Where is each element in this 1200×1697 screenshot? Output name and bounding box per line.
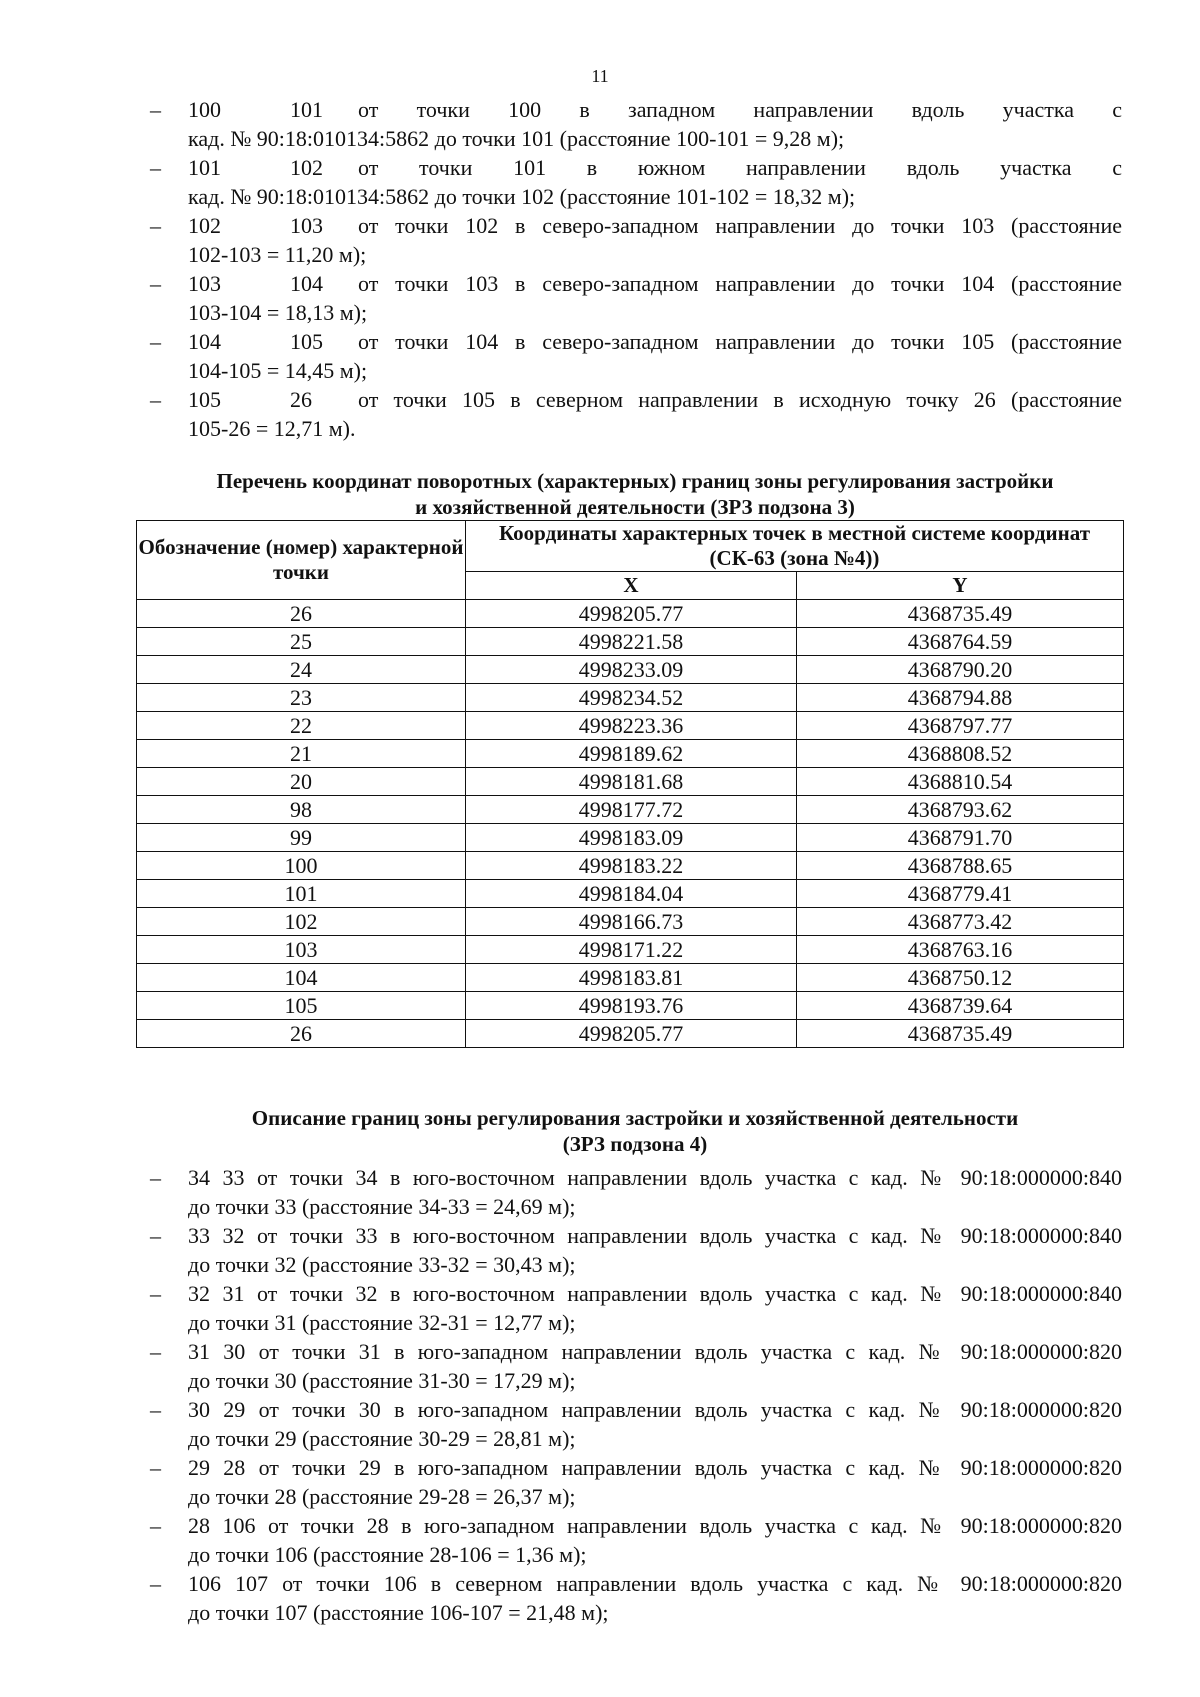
list-marker: – [150,271,161,296]
boundary-item [150,211,1122,269]
item-text-rest: до точки 29 (расстояние 30-29 = 28,81 м); [188,1426,576,1451]
table-row [137,796,1124,824]
cell-x: 4998223.36 [466,712,797,740]
table-row [137,1020,1124,1048]
table-row [137,852,1124,880]
item-text-rest: кад. № 90:18:010134:5862 до точки 102 (расстояние 101-102 = 18,32 м); [188,184,856,209]
list-marker: – [150,1223,161,1248]
item-text-first: 33 32 от точки 33 в юго-восточном направлении вдоль участка с кад. № 90:18:000000:840 [188,1223,1122,1248]
item-text-rest: до точки 30 (расстояние 31-30 = 17,29 м); [188,1368,576,1393]
table-row [137,656,1124,684]
cell-y: 4368793.62 [797,796,1124,824]
item-text-rest: 102-103 = 11,20 м); [188,242,367,267]
cell-x: 4998205.77 [466,600,797,628]
boundary-item [150,1221,1122,1279]
table-row [137,628,1124,656]
item-text-first: 28 106 от точки 28 в юго-западном направлении вдоль участка с кад. № 90:18:000000:820 [188,1513,1122,1538]
table-row [137,936,1124,964]
point-from: 103 [188,271,221,296]
cell-x: 4998205.77 [466,1020,797,1048]
cell-point: 25 [137,628,466,656]
cell-x: 4998171.22 [466,936,797,964]
item-text-first: от точки 104 в северо-западном направлении до точки 105 (расстояние [358,329,1122,354]
cell-point: 98 [137,796,466,824]
item-text-first: от точки 105 в северном направлении в исходную точку 26 (расстояние [358,387,1122,412]
cell-x: 4998193.76 [466,992,797,1020]
cell-y: 4368797.77 [797,712,1124,740]
cell-x: 4998234.52 [466,684,797,712]
boundary-item [150,327,1122,385]
cell-x: 4998189.62 [466,740,797,768]
cell-point: 21 [137,740,466,768]
table-row [137,992,1124,1020]
list-marker: – [150,1513,161,1538]
item-text-first: от точки 103 в северо-западном направлении до точки 104 (расстояние [358,271,1122,296]
cell-y: 4368808.52 [797,740,1124,768]
list-marker: – [150,329,161,354]
item-text-rest: 103-104 = 18,13 м); [188,300,368,325]
item-text-first: 31 30 от точки 31 в юго-западном направлении вдоль участка с кад. № 90:18:000000:820 [188,1339,1122,1364]
item-text-first: от точки 102 в северо-западном направлении до точки 103 (расстояние [358,213,1122,238]
item-text-rest: до точки 31 (расстояние 32-31 = 12,77 м); [188,1310,576,1335]
boundary-item [150,95,1122,153]
list-marker: – [150,155,161,180]
point-to: 104 [290,271,323,296]
cell-x: 4998221.58 [466,628,797,656]
boundary-item [150,1279,1122,1337]
cell-point: 102 [137,908,466,936]
item-text-rest: 104-105 = 14,45 м); [188,358,368,383]
col-header-coordinates: Координаты характерных точек в местной системе координат (СК-63 (зона №4)) [466,521,1124,572]
point-to: 102 [290,155,323,180]
cell-y: 4368779.41 [797,880,1124,908]
boundary-item [150,1395,1122,1453]
point-from: 105 [188,387,221,412]
item-text-first: 32 31 от точки 32 в юго-восточном направлении вдоль участка с кад. № 90:18:000000:840 [188,1281,1122,1306]
section-heading-line1: Описание границ зоны регулирования застройки и хозяйственной деятельности [251,1106,1019,1130]
cell-y: 4368735.49 [797,600,1124,628]
boundary-item [150,269,1122,327]
section-heading-line2: (ЗРЗ подзона 4) [562,1132,708,1156]
list-marker: – [150,1339,161,1364]
cell-point: 100 [137,852,466,880]
list-marker: – [150,97,161,122]
cell-point: 105 [137,992,466,1020]
cell-point: 99 [137,824,466,852]
col-header-y: Y [797,572,1124,600]
list-marker: – [150,1281,161,1306]
cell-point: 103 [137,936,466,964]
item-text-rest: до точки 106 (расстояние 28-106 = 1,36 м); [188,1542,587,1567]
cell-x: 4998181.68 [466,768,797,796]
cell-point: 101 [137,880,466,908]
item-text-first: 34 33 от точки 34 в юго-восточном направлении вдоль участка с кад. № 90:18:000000:840 [188,1165,1122,1190]
cell-x: 4998183.22 [466,852,797,880]
cell-x: 4998177.72 [466,796,797,824]
cell-y: 4368794.88 [797,684,1124,712]
table-row [137,712,1124,740]
cell-y: 4368763.16 [797,936,1124,964]
item-text-rest: кад. № 90:18:010134:5862 до точки 101 (расстояние 100-101 = 9,28 м); [188,126,845,151]
list-marker: – [150,1165,161,1190]
item-text-rest: до точки 33 (расстояние 34-33 = 24,69 м); [188,1194,576,1219]
list-marker: – [150,1571,161,1596]
boundary-item [150,385,1122,443]
cell-x: 4998183.09 [466,824,797,852]
page-number: 11 [591,66,609,86]
cell-y: 4368764.59 [797,628,1124,656]
list-marker: – [150,1455,161,1480]
point-from: 104 [188,329,221,354]
table-row [137,824,1124,852]
table-row [137,880,1124,908]
cell-y: 4368739.64 [797,992,1124,1020]
boundary-item [150,1337,1122,1395]
table-row [137,964,1124,992]
table-heading-line2: и хозяйственной деятельности (ЗРЗ подзона 3) [415,495,855,519]
table-row [137,600,1124,628]
section-heading [140,1105,1130,1157]
item-text-rest: 105-26 = 12,71 м). [188,416,356,441]
cell-point: 26 [137,1020,466,1048]
list-marker: – [150,387,161,412]
table-heading [140,468,1130,520]
boundary-item [150,1453,1122,1511]
cell-x: 4998233.09 [466,656,797,684]
point-to: 26 [290,387,312,412]
item-text-first: от точки 101 в южном направлении вдоль участка с [358,155,1122,180]
point-to: 105 [290,329,323,354]
table-row [137,908,1124,936]
list-marker: – [150,213,161,238]
point-to: 103 [290,213,323,238]
cell-y: 4368810.54 [797,768,1124,796]
point-from: 101 [188,155,221,180]
cell-point: 20 [137,768,466,796]
point-from: 102 [188,213,221,238]
cell-x: 4998183.81 [466,964,797,992]
item-text-first: 106 107 от точки 106 в северном направлении вдоль участка с кад. № 90:18:000000:820 [188,1571,1122,1596]
cell-y: 4368791.70 [797,824,1124,852]
cell-point: 26 [137,600,466,628]
item-text-rest: до точки 32 (расстояние 33-32 = 30,43 м); [188,1252,576,1277]
cell-point: 23 [137,684,466,712]
cell-x: 4998184.04 [466,880,797,908]
cell-y: 4368750.12 [797,964,1124,992]
item-text-first: 30 29 от точки 30 в юго-западном направлении вдоль участка с кад. № 90:18:000000:820 [188,1397,1122,1422]
table-row [137,768,1124,796]
cell-y: 4368788.65 [797,852,1124,880]
item-text-rest: до точки 28 (расстояние 29-28 = 26,37 м); [188,1484,576,1509]
cell-y: 4368790.20 [797,656,1124,684]
cell-point: 24 [137,656,466,684]
table-row [137,740,1124,768]
item-text-first: 29 28 от точки 29 в юго-западном направлении вдоль участка с кад. № 90:18:000000:820 [188,1455,1122,1480]
cell-y: 4368735.49 [797,1020,1124,1048]
cell-point: 104 [137,964,466,992]
list-marker: – [150,1397,161,1422]
table-heading-line1: Перечень координат поворотных (характерных) границ зоны регулирования застройки [216,469,1054,493]
boundary-item [150,1163,1122,1221]
cell-y: 4368773.42 [797,908,1124,936]
col-header-point: Обозначение (номер) характерной точки [137,521,466,600]
boundary-item [150,1511,1122,1569]
coordinates-table [136,520,1124,1048]
boundary-item [150,153,1122,211]
item-text-first: от точки 100 в западном направлении вдоль участка с [358,97,1122,122]
cell-x: 4998166.73 [466,908,797,936]
cell-point: 22 [137,712,466,740]
table-row [137,684,1124,712]
boundary-item [150,1569,1122,1627]
item-text-rest: до точки 107 (расстояние 106-107 = 21,48 м); [188,1600,609,1625]
point-to: 101 [290,97,323,122]
point-from: 100 [188,97,221,122]
col-header-x: X [466,572,797,600]
